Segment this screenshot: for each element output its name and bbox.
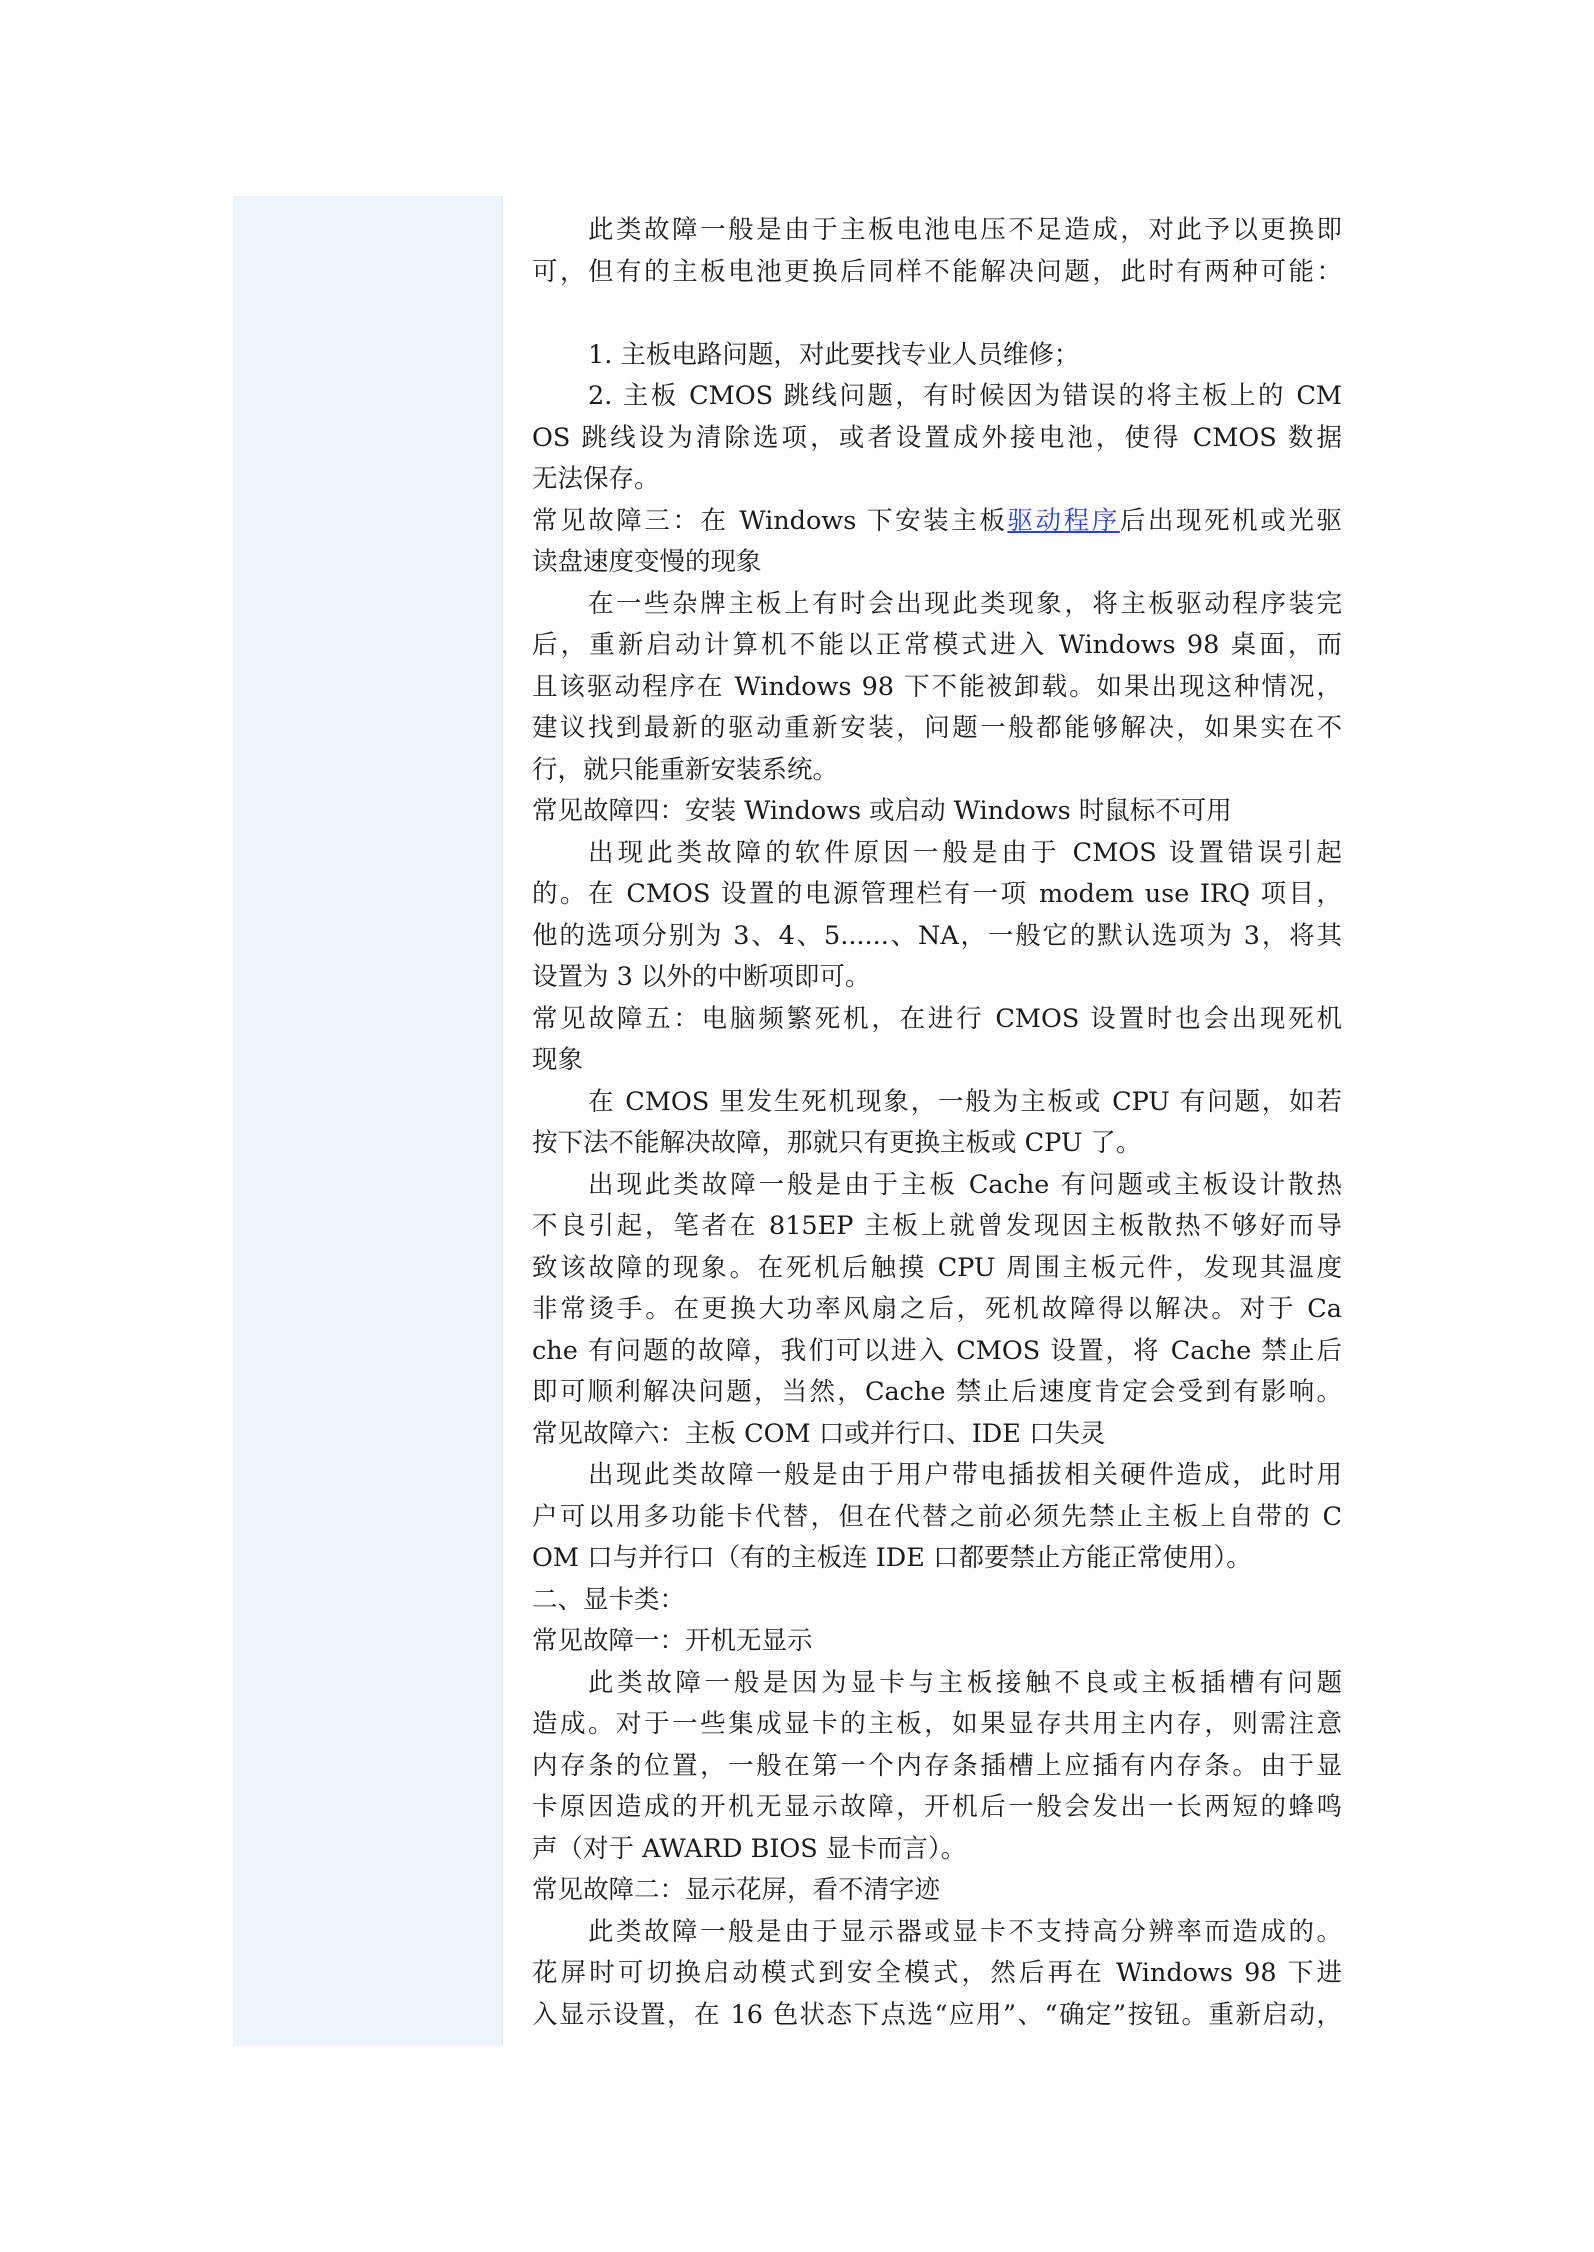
paragraph-line: 即可顺利解决问题，当然，Cache 禁止后速度肯定会受到有影响。 [532, 1377, 1342, 1407]
paragraph-line: 且该驱动程序在 Windows 98 下不能被卸载。如果出现这种情况， [532, 671, 1342, 702]
list-item: 1. 主板电路问题，对此要找专业人员维修； [588, 339, 1080, 370]
paragraph-line: 在 CMOS 里发生死机现象，一般为主板或 CPU 有问题，如若 [588, 1086, 1342, 1117]
paragraph-line: 行，就只能重新安装系统。 [532, 754, 839, 785]
paragraph-line: 此类故障一般是因为显卡与主板接触不良或主板插槽有问题 [588, 1667, 1342, 1698]
paragraph-line: 此类故障一般是由于显示器或显卡不支持高分辨率而造成的。 [588, 1916, 1342, 1947]
category-heading: 二、显卡类： [532, 1584, 686, 1615]
paragraph-line: 户可以用多功能卡代替，但在代替之前必须先禁止主板上自带的 C [532, 1501, 1342, 1532]
list-item: 2. 主板 CMOS 跳线问题，有时候因为错误的将主板上的 CM [588, 381, 1342, 411]
section-heading: 常见故障五：电脑频繁死机，在进行 CMOS 设置时也会出现死机 [532, 1003, 1342, 1034]
paragraph-line: 按下法不能解决故障，那就只有更换主板或 CPU 了。 [532, 1128, 1142, 1158]
section-heading: 现象 [532, 1045, 584, 1075]
paragraph-line: 声（对于 AWARD BIOS 显卡而言）。 [532, 1833, 967, 1864]
blank-line [532, 293, 1342, 335]
paragraph-line: 无法保存。 [532, 464, 660, 494]
paragraph-line: 内存条的位置，一般在第一个内存条插槽上应插有内存条。由于显 [532, 1750, 1342, 1781]
section-heading: 读盘速度变慢的现象 [532, 547, 762, 577]
section-heading: 常见故障四：安装 Windows 或启动 Windows 时鼠标不可用 [532, 796, 1232, 826]
paragraph-line: 非常烫手。在更换大功率风扇之后，死机故障得以解决。对于 Ca [532, 1294, 1342, 1324]
section-heading: 常见故障二：显示花屏，看不清字迹 [532, 1875, 941, 1905]
paragraph-line: 卡原因造成的开机无显示故障，开机后一般会发出一长两短的蜂鸣 [532, 1792, 1342, 1822]
column-divider [501, 196, 503, 2046]
document-body [532, 210, 1342, 2036]
paragraph-line: 出现此类故障一般是由于用户带电插拔相关硬件造成，此时用 [588, 1460, 1342, 1490]
paragraph-line: 此类故障一般是由于主板电池电压不足造成，对此予以更换即 [588, 215, 1342, 245]
left-sidebar-panel [233, 196, 501, 2046]
paragraph-line: OM 口与并行口（有的主板连 IDE 口都要禁止方能正常使用）。 [532, 1543, 1252, 1573]
paragraph-line: OS 跳线设为清除选项，或者设置成外接电池，使得 CMOS 数据 [532, 422, 1342, 453]
paragraph-line: 致该故障的现象。在死机后触摸 CPU 周围主板元件，发现其温度 [532, 1252, 1342, 1283]
paragraph-line: 出现此类故障一般是由于主板 Cache 有问题或主板设计散热 [588, 1169, 1342, 1200]
paragraph-line: 建议找到最新的驱动重新安装，问题一般都能够解决，如果实在不 [532, 713, 1342, 743]
paragraph-line: 不良引起，笔者在 815EP 主板上就曾发现因主板散热不够好而导 [532, 1211, 1342, 1241]
paragraph-line: 花屏时可切换启动模式到安全模式，然后再在 Windows 98 下进 [532, 1958, 1342, 1988]
section-heading: 常见故障一：开机无显示 [532, 1626, 813, 1656]
paragraph-line: 设置为 3 以外的中断项即可。 [532, 962, 871, 992]
paragraph-line: 入显示设置，在 16 色状态下点选“应用”、“确定”按钮。重新启动， [532, 1999, 1342, 2030]
paragraph-line: 出现此类故障的软件原因一般是由于 CMOS 设置错误引起 [588, 837, 1342, 868]
paragraph-line: 造成。对于一些集成显卡的主板，如果显存共用主内存，则需注意 [532, 1709, 1342, 1739]
paragraph-line: 后，重新启动计算机不能以正常模式进入 Windows 98 桌面，而 [532, 630, 1342, 660]
section-heading: 常见故障六：主板 COM 口或并行口、IDE 口失灵 [532, 1418, 1106, 1449]
heading-text: 常见故障三：在 Windows 下安装主板 [532, 505, 1008, 536]
driver-program-link[interactable]: 驱动程序 [1007, 505, 1120, 536]
paragraph-line: 在一些杂牌主板上有时会出现此类现象，将主板驱动程序装完 [588, 588, 1342, 619]
paragraph-line: 他的选项分别为 3、4、5......、NA，一般它的默认选项为 3，将其 [532, 920, 1342, 951]
paragraph-line: 的。在 CMOS 设置的电源管理栏有一项 modem use IRQ 项目， [532, 879, 1342, 909]
heading-text: 后出现死机或光驱 [1119, 505, 1342, 536]
paragraph-line: che 有问题的故障，我们可以进入 CMOS 设置，将 Cache 禁止后 [532, 1335, 1342, 1366]
section-heading [532, 501, 1342, 543]
paragraph-line: 可，但有的主板电池更换后同样不能解决问题，此时有两种可能： [532, 256, 1342, 287]
